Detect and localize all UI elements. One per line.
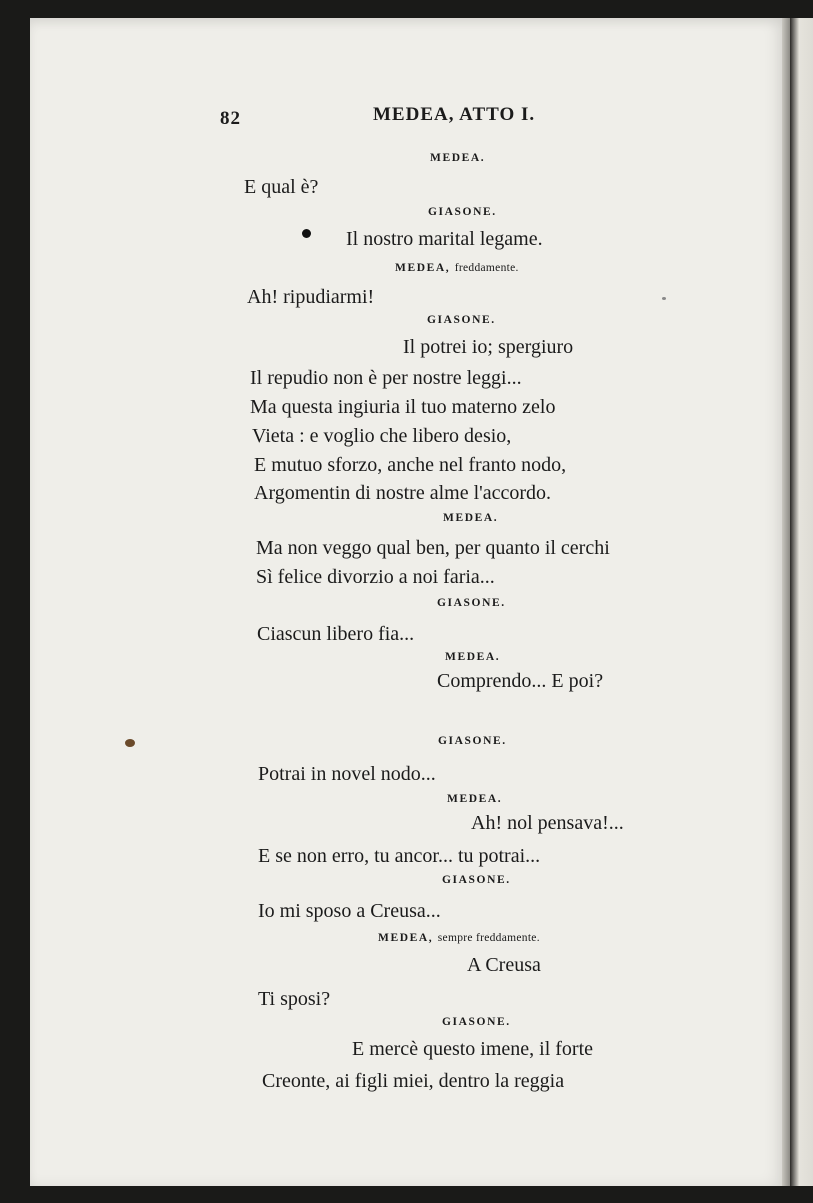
verse-line: Il potrei io; spergiuro [403, 336, 574, 358]
verse-line: Ah! nol pensava!... [471, 812, 624, 834]
paper-stain [125, 739, 135, 747]
bullet-mark [302, 229, 311, 238]
verse-line: E mercè questo imene, il forte [352, 1038, 594, 1060]
verse-line: Creonte, ai figli miei, dentro la reggia [262, 1070, 565, 1092]
verse-line: Il nostro marital legame. [346, 228, 543, 250]
page-number: 82 [220, 108, 241, 129]
speaker-label: GIASONE. [437, 597, 506, 609]
speaker-label: GIASONE. [428, 206, 497, 218]
verse-line: Sì felice divorzio a noi faria... [256, 566, 495, 588]
verse-line: Ciascun libero fia... [257, 623, 415, 645]
verse-line: Ma questa ingiuria il tuo materno zelo [250, 396, 556, 418]
paper-stain [662, 297, 666, 300]
speaker-label: MEDEA. [430, 152, 486, 164]
stage-direction: freddamente. [454, 262, 519, 274]
verse-line: E mutuo sforzo, anche nel franto nodo, [254, 454, 567, 476]
speaker-label: MEDEA. [447, 793, 503, 805]
facing-page-edge [790, 18, 813, 1186]
stage-direction: sempre freddamente. [437, 932, 540, 944]
speaker-label: GIASONE. [442, 874, 511, 886]
verse-line: Potrai in novel nodo... [258, 763, 436, 785]
verse-line: Vieta : e voglio che libero desio, [252, 425, 512, 447]
verse-line: Ah! ripudiarmi! [247, 286, 375, 308]
speaker-label: GIASONE. [438, 735, 507, 747]
verse-line: A Creusa [467, 954, 541, 976]
verse-line: E se non erro, tu ancor... tu potrai... [258, 845, 541, 867]
verse-line: Ma non veggo qual ben, per quanto il cerchi [256, 537, 610, 559]
page-gutter [782, 18, 790, 1186]
book-page [30, 18, 782, 1186]
speaker-label: MEDEA. [445, 651, 501, 663]
verse-line: E qual è? [244, 176, 319, 198]
speaker-label: GIASONE. [427, 314, 496, 326]
running-title: MEDEA, ATTO I. [373, 104, 536, 125]
verse-line: Argomentin di nostre alme l'accordo. [254, 482, 552, 504]
speaker-label: GIASONE. [442, 1016, 511, 1028]
verse-line: Io mi sposo a Creusa... [258, 900, 441, 922]
verse-line: Comprendo... E poi? [437, 670, 604, 692]
speaker-label: MEDEA, freddamente. [395, 262, 519, 274]
verse-line: Ti sposi? [258, 988, 331, 1010]
verse-line: Il repudio non è per nostre leggi... [250, 367, 522, 389]
speaker-label: MEDEA, sempre freddamente. [378, 932, 540, 944]
speaker-label: MEDEA. [443, 512, 499, 524]
